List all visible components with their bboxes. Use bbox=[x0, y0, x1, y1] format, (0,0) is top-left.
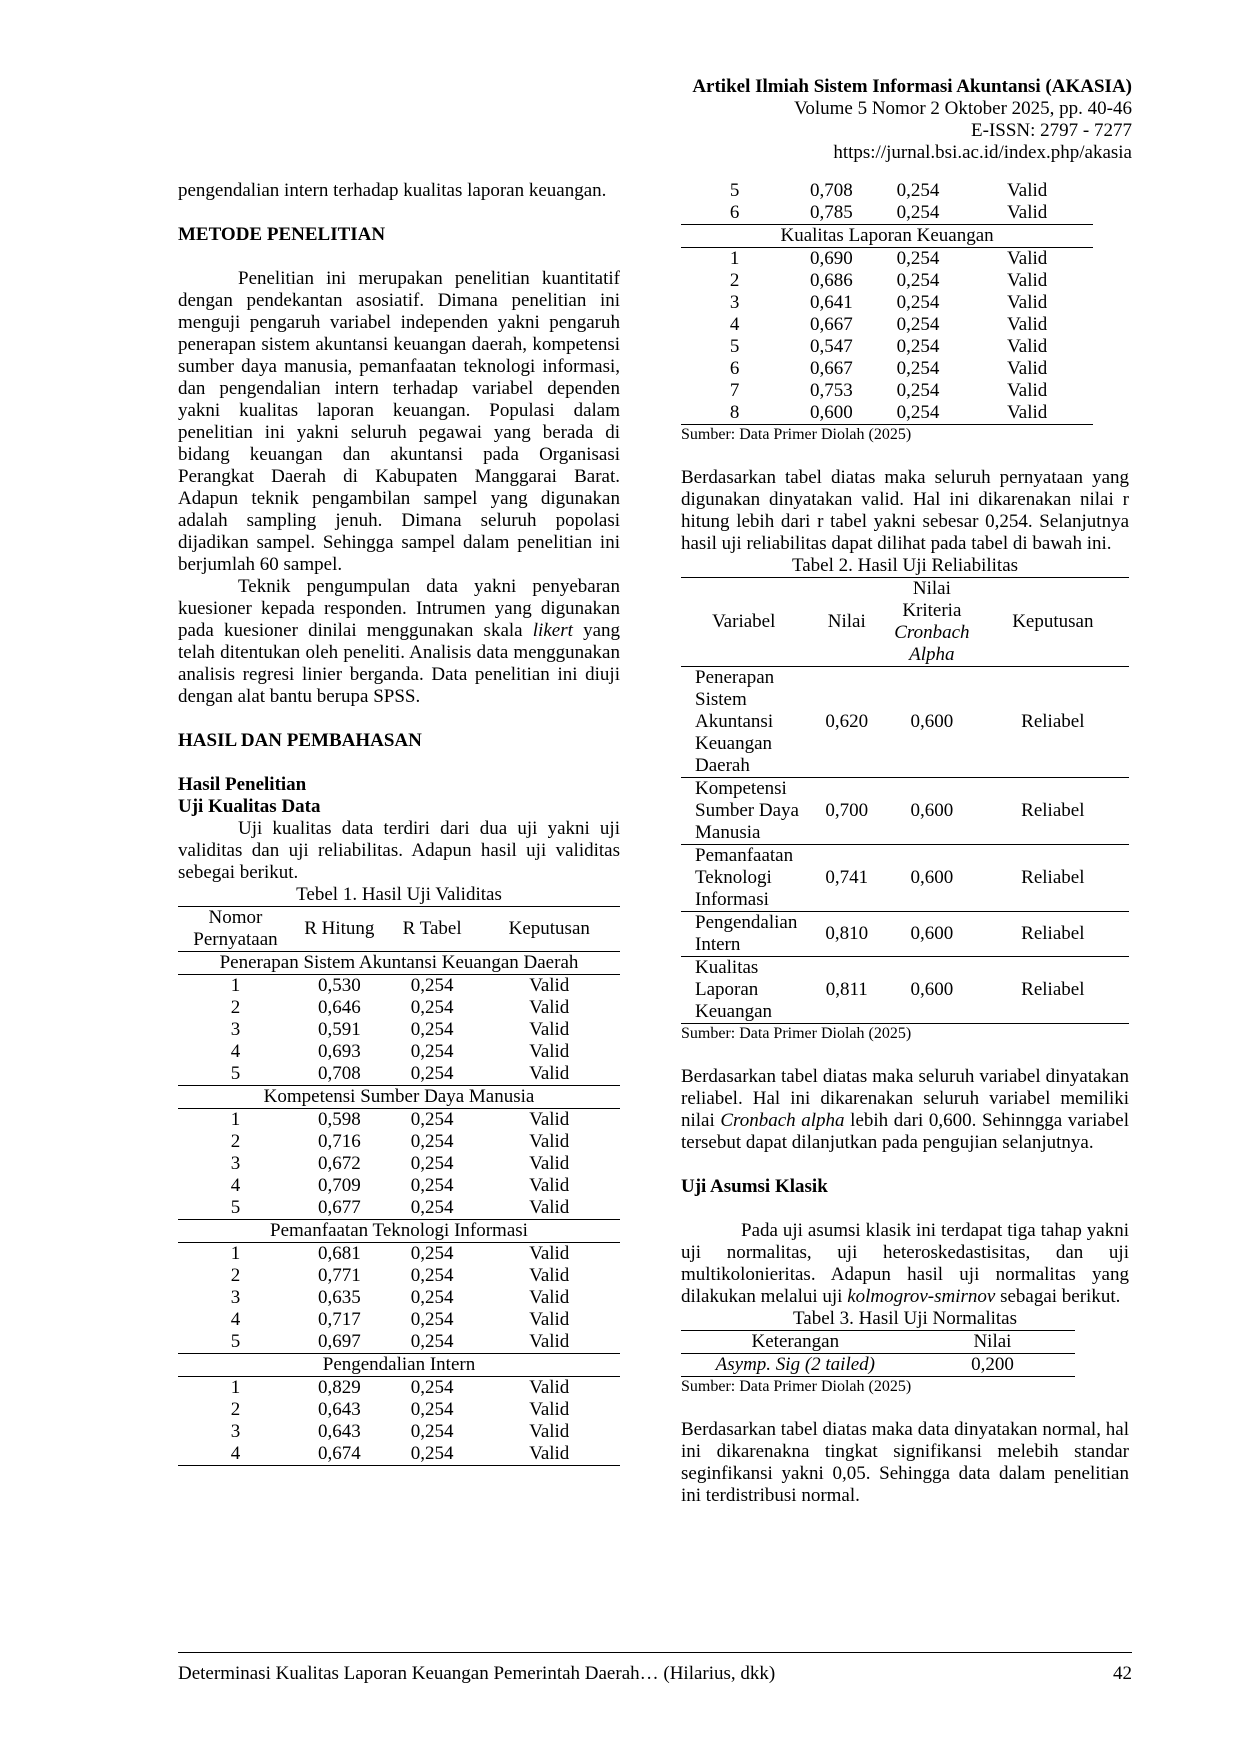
journal-header bbox=[692, 76, 1132, 164]
table-cell: 0,829 bbox=[317, 1377, 361, 1398]
validity-table-body bbox=[178, 952, 620, 1466]
table-cell: 0,254 bbox=[410, 1287, 454, 1308]
reliability-text-end: lebih dari 0,600. Sehinngga variabel tersebut dapat dilanjutkan pada pengujian selanjutnya. bbox=[681, 1110, 1129, 1153]
page-number: 42 bbox=[1113, 1663, 1132, 1684]
table-cell: 0,771 bbox=[317, 1265, 361, 1286]
table-row bbox=[681, 358, 1093, 380]
table2-header-cronbach: Cronbach Alpha bbox=[894, 622, 970, 665]
table-cell: 0,697 bbox=[317, 1331, 361, 1352]
table3-header-keterangan: Keterangan bbox=[751, 1331, 840, 1352]
table-row bbox=[681, 248, 1093, 271]
table-cell-variabel: Kualitas Laporan Keuangan bbox=[681, 957, 806, 1024]
reliability-discussion bbox=[681, 1066, 1129, 1154]
table3-caption: Tabel 3. Hasil Uji Normalitas bbox=[793, 1308, 1017, 1329]
asumsi-italic: kolmogrov-smirnov bbox=[847, 1286, 996, 1307]
table-cell: 0,741 bbox=[806, 845, 887, 912]
table-cell: 5 bbox=[230, 1197, 241, 1218]
table-cell: Valid bbox=[529, 1287, 570, 1308]
table-cell: 1 bbox=[230, 1377, 241, 1398]
journal-issn: E-ISSN: 2797 - 7277 bbox=[971, 120, 1132, 141]
asumsi-text-end: sebagai berikut. bbox=[995, 1286, 1121, 1307]
table-cell: 0,667 bbox=[810, 358, 853, 379]
left-column bbox=[178, 180, 620, 1466]
table-cell: 0,254 bbox=[410, 975, 454, 996]
table-cell: 4 bbox=[230, 1041, 241, 1062]
table2-header-nilai: Nilai bbox=[827, 611, 866, 632]
table-row bbox=[681, 778, 1129, 845]
table-cell: 4 bbox=[729, 314, 740, 335]
table1-source: Sumber: Data Primer Diolah (2025) bbox=[681, 426, 912, 443]
table-cell: 8 bbox=[729, 402, 740, 423]
table-cell: 0,254 bbox=[896, 248, 940, 269]
reliability-table-body bbox=[681, 667, 1129, 1024]
table-cell: Valid bbox=[529, 1109, 570, 1130]
page-footer bbox=[178, 1652, 1132, 1685]
table1-header-keputusan: Keputusan bbox=[508, 918, 590, 939]
table-group-row bbox=[178, 1086, 620, 1109]
table-cell: 0,598 bbox=[317, 1109, 361, 1130]
table-cell: Reliabel bbox=[977, 845, 1129, 912]
table-cell: Valid bbox=[529, 1331, 570, 1352]
table-row bbox=[178, 1041, 620, 1063]
table-cell: 6 bbox=[729, 202, 740, 223]
hasil-subheading: Hasil Penelitian bbox=[178, 774, 307, 795]
table-cell: 0,254 bbox=[410, 1331, 454, 1352]
table-row bbox=[178, 1175, 620, 1197]
table-row bbox=[178, 1131, 620, 1153]
table-row bbox=[178, 1153, 620, 1175]
table-cell: 5 bbox=[230, 1331, 241, 1352]
table-cell-variabel: Pengendalian Intern bbox=[681, 912, 806, 957]
table-cell: Valid bbox=[1007, 180, 1048, 201]
table-cell-variabel: Pemanfaatan Teknologi Informasi bbox=[681, 845, 806, 912]
table-cell: 4 bbox=[230, 1309, 241, 1330]
table-cell: 0,753 bbox=[810, 380, 853, 401]
table-row bbox=[178, 1399, 620, 1421]
table-cell: 0,600 bbox=[887, 667, 977, 778]
table-cell: 0,700 bbox=[806, 778, 887, 845]
table-cell: 0,254 bbox=[410, 1197, 454, 1218]
table-cell: 0,254 bbox=[896, 180, 940, 201]
table3-nilai: 0,200 bbox=[971, 1354, 1014, 1375]
table-cell: Valid bbox=[529, 1309, 570, 1330]
reliability-text: Berdasarkan tabel diatas maka seluruh variabel dinyatakan reliabel. Hal ini dikarenakan seluruh variabel memiliki nilai bbox=[681, 1066, 1129, 1131]
table-row bbox=[178, 1109, 620, 1132]
table-cell: 0,254 bbox=[410, 1377, 454, 1398]
table-cell: 0,254 bbox=[896, 402, 940, 423]
reliability-italic: Cronbach alpha bbox=[720, 1110, 845, 1131]
table-row bbox=[178, 1287, 620, 1309]
table-cell: 0,254 bbox=[896, 380, 940, 401]
table-row bbox=[178, 1331, 620, 1354]
table1-header-rhitung: R Hitung bbox=[304, 918, 375, 939]
table-row bbox=[681, 336, 1093, 358]
metode-p2-italic: likert bbox=[532, 620, 573, 641]
table1-caption: Tebel 1. Hasil Uji Validitas bbox=[296, 884, 502, 905]
table-row bbox=[681, 380, 1093, 402]
table-cell: Valid bbox=[1007, 358, 1048, 379]
journal-volume: Volume 5 Nomor 2 Oktober 2025, pp. 40-46 bbox=[794, 98, 1132, 119]
table-cell: 5 bbox=[729, 180, 740, 201]
table-cell: Valid bbox=[529, 1421, 570, 1442]
table-cell: 0,600 bbox=[810, 402, 853, 423]
table-cell: Valid bbox=[529, 975, 570, 996]
table-row bbox=[681, 180, 1093, 202]
table3-header-nilai: Nilai bbox=[973, 1331, 1012, 1352]
table-cell: Valid bbox=[1007, 248, 1048, 269]
table-cell: 0,600 bbox=[887, 778, 977, 845]
table-cell: Valid bbox=[529, 1443, 570, 1464]
table-cell: 4 bbox=[230, 1443, 241, 1464]
table3-keterangan bbox=[681, 1354, 910, 1377]
table-cell: 0,709 bbox=[317, 1175, 361, 1196]
table-cell: 2 bbox=[729, 270, 740, 291]
metode-p2-text: Teknik pengumpulan data yakni penyebaran kuesioner kepada responden. Intrumen yang digunakan pada kuesioner dinilai menggunakan skala bbox=[178, 576, 620, 641]
table-cell: 0,547 bbox=[810, 336, 853, 357]
asumsi-heading: Uji Asumsi Klasik bbox=[681, 1176, 828, 1197]
table-cell: 0,674 bbox=[317, 1443, 361, 1464]
table-group-row bbox=[178, 1354, 620, 1377]
table-cell: 1 bbox=[729, 248, 740, 269]
table-cell: Valid bbox=[529, 1377, 570, 1398]
table-row bbox=[178, 997, 620, 1019]
table-cell: 0,635 bbox=[317, 1287, 361, 1308]
validity-table-continued-body bbox=[681, 180, 1093, 425]
table-row bbox=[681, 402, 1093, 425]
table-cell: 0,254 bbox=[896, 358, 940, 379]
table-cell: 5 bbox=[230, 1063, 241, 1084]
table-row bbox=[681, 270, 1093, 292]
intro-continuation: pengendalian intern terhadap kualitas laporan keuangan. bbox=[178, 180, 607, 201]
table-cell: 0,810 bbox=[806, 912, 887, 957]
table-cell: Valid bbox=[1007, 402, 1048, 423]
table2-header-variabel: Variabel bbox=[712, 611, 776, 632]
table-cell: 0,717 bbox=[317, 1309, 361, 1330]
table-cell: 0,254 bbox=[896, 336, 940, 357]
table-cell: Valid bbox=[529, 1131, 570, 1152]
table-cell: Valid bbox=[529, 1399, 570, 1420]
table-row bbox=[178, 1063, 620, 1086]
table-group-label: Kompetensi Sumber Daya Manusia bbox=[263, 1086, 535, 1107]
table-group-row bbox=[178, 952, 620, 975]
table-row bbox=[681, 912, 1129, 957]
table-cell: 0,690 bbox=[810, 248, 853, 269]
table-cell: 2 bbox=[230, 1265, 241, 1286]
table-cell: 0,254 bbox=[410, 1265, 454, 1286]
table-group-label: Kualitas Laporan Keuangan bbox=[780, 225, 994, 246]
metode-heading: METODE PENELITIAN bbox=[178, 224, 386, 245]
table-group-label: Pemanfaatan Teknologi Informasi bbox=[270, 1220, 528, 1241]
table-row bbox=[178, 1265, 620, 1287]
normality-discussion: Berdasarkan tabel diatas maka data dinyatakan normal, hal ini dikarenakna tingkat signifikansi melebih standar seginfikansi yakni 0,05. Sehingga data dalam penelitian ini terdistribusi normal. bbox=[681, 1419, 1129, 1506]
table-cell: Valid bbox=[529, 1019, 570, 1040]
asumsi-text: Pada uji asumsi klasik ini terdapat tiga tahap yakni uji normalitas, uji heteroskedastisitas, dan uji multikolonieritas. Adapun hasil uji normalitas yang dilakukan melalui uji bbox=[681, 1220, 1129, 1307]
uji-kualitas-heading: Uji Kualitas Data bbox=[178, 796, 321, 817]
table-group-row bbox=[178, 1220, 620, 1243]
table-cell: 2 bbox=[230, 997, 241, 1018]
table-cell: Valid bbox=[529, 1265, 570, 1286]
table-cell: 1 bbox=[230, 1243, 241, 1264]
validity-table bbox=[178, 906, 620, 1466]
table-cell: Valid bbox=[529, 1153, 570, 1174]
table-cell: 0,254 bbox=[896, 202, 940, 223]
table1-header-rtabel: R Tabel bbox=[402, 918, 462, 939]
table3-keterangan-text: Asymp. Sig (2 tailed) bbox=[715, 1354, 875, 1375]
table-row bbox=[178, 1243, 620, 1266]
table-cell: Reliabel bbox=[977, 957, 1129, 1024]
table-cell: Reliabel bbox=[977, 667, 1129, 778]
validity-discussion: Berdasarkan tabel diatas maka seluruh pernyataan yang digunakan dinyatakan valid. Hal ini dikarenakan nilai r hitung lebih dari r tabel yakni sebesar 0,254. Selanjutnya hasil uji reliabilitas dapat dilihat pada tabel di bawah ini. bbox=[681, 467, 1129, 554]
metode-paragraph-2 bbox=[178, 576, 620, 708]
table-cell: Valid bbox=[529, 1243, 570, 1264]
metode-p2-text-end: yang telah ditentukan oleh peneliti. Analisis data menggunakan analisis regresi linier berganda. Data penelitian ini diuji dengan alat bantu berupa SPSS. bbox=[178, 620, 620, 707]
validity-table-continued bbox=[681, 180, 1093, 425]
table-group-row bbox=[681, 225, 1093, 248]
table-cell: 3 bbox=[230, 1287, 241, 1308]
table-group-label: Penerapan Sistem Akuntansi Keuangan Daerah bbox=[219, 952, 579, 973]
table-cell: Reliabel bbox=[977, 778, 1129, 845]
table2-header-kriteria-text: Nilai Kriteria bbox=[902, 578, 962, 621]
table-row bbox=[178, 1197, 620, 1220]
table-cell: 3 bbox=[230, 1421, 241, 1442]
asumsi-paragraph bbox=[681, 1220, 1129, 1308]
table2-source: Sumber: Data Primer Diolah (2025) bbox=[681, 1025, 912, 1042]
table-cell: 0,254 bbox=[410, 1175, 454, 1196]
hasil-heading: HASIL DAN PEMBAHASAN bbox=[178, 730, 422, 751]
table-row bbox=[681, 314, 1093, 336]
table-cell: 0,254 bbox=[410, 1399, 454, 1420]
table-cell: 0,254 bbox=[896, 292, 940, 313]
table-cell: Valid bbox=[1007, 380, 1048, 401]
table-cell: 0,686 bbox=[810, 270, 853, 291]
table-cell: 3 bbox=[729, 292, 740, 313]
normality-table bbox=[681, 1330, 1075, 1377]
table-row bbox=[178, 975, 620, 998]
table-cell: Valid bbox=[529, 1175, 570, 1196]
table-cell: 4 bbox=[230, 1175, 241, 1196]
footer-title: Determinasi Kualitas Laporan Keuangan Pemerintah Daerah… (Hilarius, dkk) bbox=[178, 1663, 776, 1684]
table-cell: 0,643 bbox=[317, 1399, 361, 1420]
table-cell: 0,254 bbox=[410, 1019, 454, 1040]
table-cell: 3 bbox=[230, 1019, 241, 1040]
table-cell: 1 bbox=[230, 975, 241, 996]
table-cell: 0,672 bbox=[317, 1153, 361, 1174]
table-row bbox=[178, 1421, 620, 1443]
table-cell: 0,600 bbox=[887, 912, 977, 957]
table-cell: 7 bbox=[729, 380, 740, 401]
table-cell: 0,600 bbox=[887, 845, 977, 912]
table-cell: 0,254 bbox=[410, 1421, 454, 1442]
table-cell: 0,681 bbox=[317, 1243, 361, 1264]
table-cell: 0,254 bbox=[410, 1309, 454, 1330]
table-cell: 0,254 bbox=[410, 997, 454, 1018]
table-row bbox=[681, 845, 1129, 912]
reliability-table bbox=[681, 577, 1129, 1024]
table-row bbox=[178, 1377, 620, 1400]
table2-caption: Tabel 2. Hasil Uji Reliabilitas bbox=[791, 555, 1019, 576]
table-cell: 2 bbox=[230, 1131, 241, 1152]
table-cell: 0,693 bbox=[317, 1041, 361, 1062]
table2-header-kriteria bbox=[887, 578, 977, 667]
table-cell: Valid bbox=[529, 1041, 570, 1062]
table-row bbox=[681, 292, 1093, 314]
table-row bbox=[178, 1309, 620, 1331]
table-cell: Valid bbox=[1007, 336, 1048, 357]
table-cell: 0,254 bbox=[410, 1109, 454, 1130]
table-cell: 0,600 bbox=[887, 957, 977, 1024]
table-cell: Valid bbox=[529, 1197, 570, 1218]
table-cell: 2 bbox=[230, 1399, 241, 1420]
table-cell: 0,254 bbox=[896, 314, 940, 335]
table3-source: Sumber: Data Primer Diolah (2025) bbox=[681, 1378, 912, 1395]
table-cell: Valid bbox=[529, 997, 570, 1018]
journal-title: Artikel Ilmiah Sistem Informasi Akuntansi (AKASIA) bbox=[692, 76, 1132, 97]
table-cell: 0,641 bbox=[810, 292, 853, 313]
table-cell: 0,254 bbox=[896, 270, 940, 291]
table-cell: 0,254 bbox=[410, 1041, 454, 1062]
table-cell: 0,530 bbox=[317, 975, 361, 996]
table-cell: 6 bbox=[729, 358, 740, 379]
table-cell: 0,254 bbox=[410, 1243, 454, 1264]
table-cell: Valid bbox=[1007, 270, 1048, 291]
journal-url[interactable]: https://jurnal.bsi.ac.id/index.php/akasia bbox=[833, 142, 1132, 163]
table-cell: 0,811 bbox=[806, 957, 887, 1024]
table-cell: 0,646 bbox=[317, 997, 361, 1018]
table-cell: Valid bbox=[1007, 202, 1048, 223]
table-row bbox=[681, 667, 1129, 778]
table-cell: 0,667 bbox=[810, 314, 853, 335]
table-cell-variabel: Penerapan Sistem Akuntansi Keuangan Daerah bbox=[681, 667, 806, 778]
table-cell: 0,785 bbox=[810, 202, 853, 223]
table-cell: 0,254 bbox=[410, 1063, 454, 1084]
table-cell: 5 bbox=[729, 336, 740, 357]
table-row bbox=[178, 1443, 620, 1466]
table-group-label: Pengendalian Intern bbox=[322, 1354, 476, 1375]
table-row bbox=[681, 957, 1129, 1024]
table-cell-variabel: Kompetensi Sumber Daya Manusia bbox=[681, 778, 806, 845]
table-row bbox=[681, 202, 1093, 225]
table-cell: 0,620 bbox=[806, 667, 887, 778]
table-cell: 0,254 bbox=[410, 1131, 454, 1152]
metode-paragraph-1: Penelitian ini merupakan penelitian kuantitatif dengan pendekantan asosiatif. Dimana penelitian ini menguji pengaruh variabel independen yakni pengaruh penerapan sistem akuntansi keuangan daerah, kompetensi sumber daya manusia, pemanfaatan teknologi informasi, dan pengendalian intern terhadap variabel dependen yakni kualitas laporan keuangan. Populasi dalam penelitian ini yakni seluruh pegawai yang berada di bidang keuangan dan akuntansi pada Organisasi Perangkat Daerah di Kabupaten Manggarai Barat. Adapun teknik pengambilan sampel yang digunakan adalah sampling jenuh. Dimana seluruh popolasi dijadikan sampel. Sehingga sampel dalam penelitian ini berjumlah 60 sampel. bbox=[178, 268, 620, 575]
table-cell: Valid bbox=[1007, 292, 1048, 313]
table-cell: 0,716 bbox=[317, 1131, 361, 1152]
table-cell: Reliabel bbox=[977, 912, 1129, 957]
table-cell: 1 bbox=[230, 1109, 241, 1130]
right-column bbox=[681, 180, 1129, 1507]
table-cell: 3 bbox=[230, 1153, 241, 1174]
uji-kualitas-paragraph: Uji kualitas data terdiri dari dua uji yakni uji validitas dan uji reliabilitas. Adapun hasil uji validitas sebegai berikut. bbox=[178, 818, 620, 883]
table-cell: 0,254 bbox=[410, 1443, 454, 1464]
table-cell: 0,708 bbox=[317, 1063, 361, 1084]
table-cell: 0,643 bbox=[317, 1421, 361, 1442]
table2-header-keputusan: Keputusan bbox=[1012, 611, 1094, 632]
table-cell: 0,591 bbox=[317, 1019, 361, 1040]
table-cell: 0,254 bbox=[410, 1153, 454, 1174]
table-cell: Valid bbox=[529, 1063, 570, 1084]
table-cell: 0,708 bbox=[810, 180, 853, 201]
table-cell: Valid bbox=[1007, 314, 1048, 335]
table-row bbox=[178, 1019, 620, 1041]
table-cell: 0,677 bbox=[317, 1197, 361, 1218]
table1-header-nomor: Nomor Pernyataan bbox=[193, 907, 278, 950]
